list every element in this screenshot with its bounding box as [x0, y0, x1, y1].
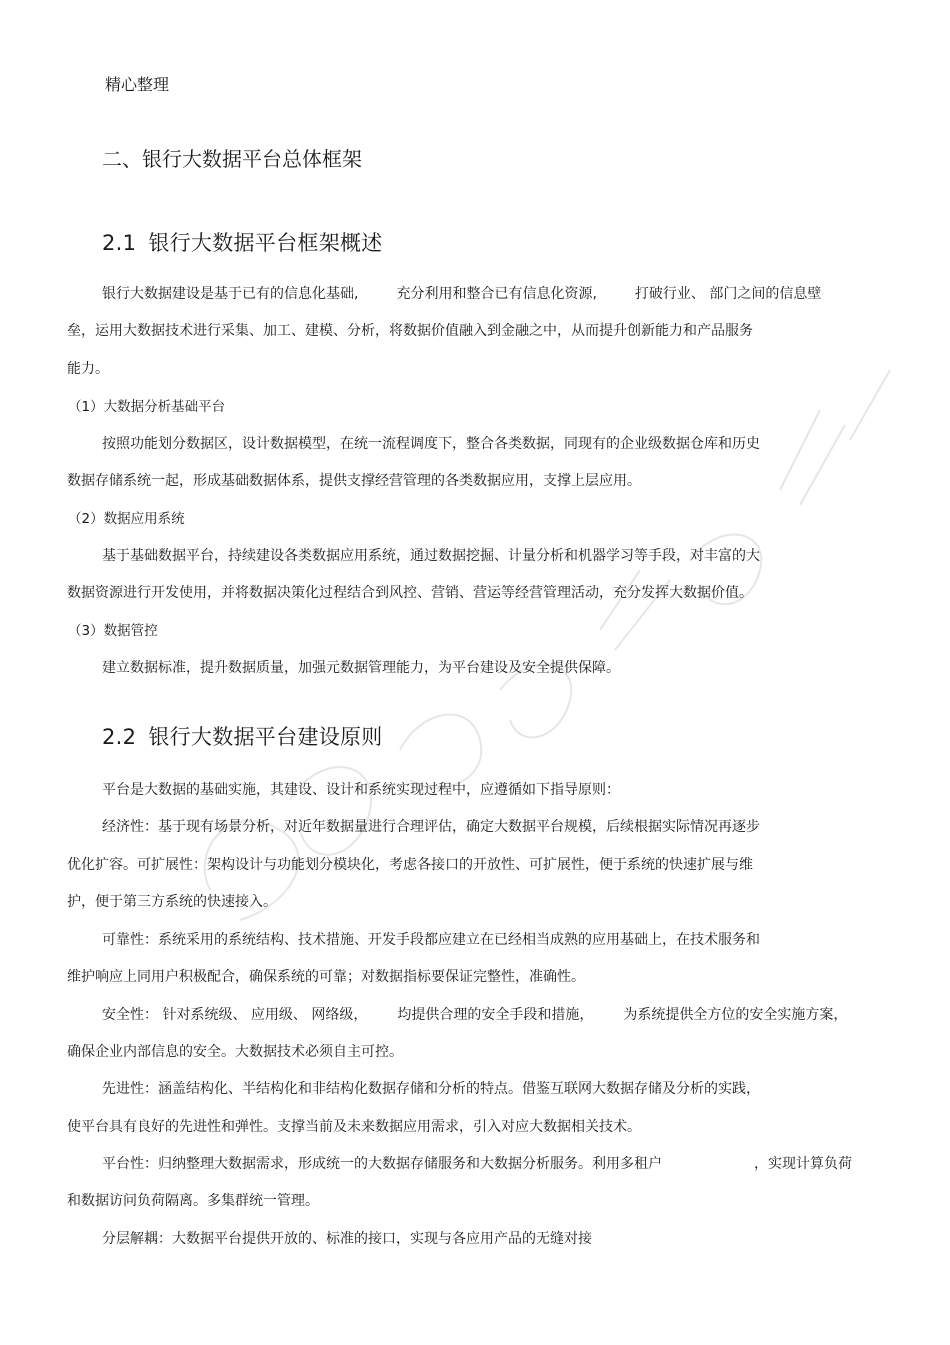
paragraph-line — [102, 285, 821, 303]
section-number: 2.1 — [102, 231, 137, 255]
item-label: （3）数据管控 — [68, 623, 158, 639]
section-title: 银行大数据平台框架概述 — [148, 231, 383, 255]
section-2-1-heading — [102, 227, 383, 257]
paragraph-line: 基于基础数据平台，持续建设各类数据应用系统，通过数据挖掘、计量分析和机器学习等手段，对丰富的大 — [102, 548, 760, 564]
text-segment: 充分利用和整合已有信息化资源, — [396, 286, 597, 302]
paragraph-line — [102, 1006, 847, 1024]
paragraph-line: 经济性：基于现有场景分析，对近年数据量进行合理评估，确定大数据平台规模，后续根据实际情况再逐步 — [102, 819, 760, 835]
text-segment: 均提供合理的安全手段和措施， — [397, 1007, 594, 1023]
paragraph-line: 护，便于第三方系统的快速接入。 — [67, 894, 277, 910]
item-label: （2）数据应用系统 — [68, 511, 185, 527]
paragraph-line: 按照功能划分数据区，设计数据模型，在统一流程调度下，整合各类数据，同现有的企业级数据仓库和历史 — [102, 436, 760, 452]
text-segment: 平台性：归纳整理大数据需求，形成统一的大数据存储服务和大数据分析服务。利用多租户 — [102, 1156, 662, 1172]
paragraph-line: 分层解耦：大数据平台提供开放的、标准的接口，实现与各应用产品的无缝对接 — [102, 1231, 592, 1247]
section-title: 银行大数据平台建设原则 — [148, 725, 383, 749]
paragraph-line: 维护响应上同用户积极配合，确保系统的可靠；对数据指标要保证完整性，准确性。 — [67, 969, 585, 985]
paragraph-line: 可靠性：系统采用的系统结构、技术措施、开发手段都应建立在已经相当成熟的应用基础上，在技术服务和 — [102, 932, 760, 948]
item-label: （1）大数据分析基础平台 — [68, 399, 226, 415]
paragraph-line: 建立数据标准，提升数据质量，加强元数据管理能力，为平台建设及安全提供保障。 — [102, 660, 620, 676]
paragraph-line: 使平台具有良好的先进性和弹性。支撑当前及未来数据应用需求，引入对应大数据相关技术。 — [67, 1119, 641, 1135]
paragraph-line: 数据资源进行开发使用，并将数据决策化过程结合到风控、营销、营运等经营管理活动，充分发挥大数据价值。 — [67, 585, 753, 601]
text-segment: 银行大数据建设是基于已有的信息化基础, — [102, 286, 359, 302]
section-number: 2.2 — [102, 725, 137, 749]
paragraph-line — [102, 1155, 852, 1173]
text-segment: 为系统提供全方位的安全实施方案， — [623, 1007, 848, 1023]
paragraph-line: 和数据访问负荷隔离。多集群统一管理。 — [67, 1193, 319, 1209]
header-note: 精心整理 — [105, 75, 170, 94]
text-segment: 安全性： 针对系统级、 应用级、 网络级， — [102, 1007, 368, 1023]
paragraph-line: 数据存储系统一起，形成基础数据体系，提供支撑经营管理的各类数据应用，支撑上层应用。 — [67, 473, 641, 489]
paragraph-line: 确保企业内部信息的安全。大数据技术必须自主可控。 — [67, 1044, 403, 1060]
paragraph-line: 优化扩容。可扩展性：架构设计与功能划分模块化，考虑各接口的开放性、可扩展性，便于系统的快速扩展与维 — [67, 857, 753, 873]
paragraph-line: 能力。 — [67, 361, 109, 377]
paragraph-line: 垒，运用大数据技术进行采集、加工、建模、分析，将数据价值融入到金融之中，从而提升创新能力和产品服务 — [67, 323, 753, 339]
paragraph-line: 先进性：涵盖结构化、半结构化和非结构化数据存储和分析的特点。借鉴互联网大数据存储及分析的实践， — [102, 1081, 760, 1097]
section-2-2-heading — [102, 721, 383, 751]
paragraph-line: 平台是大数据的基础实施，其建设、设计和系统实现过程中，应遵循如下指导原则： — [102, 782, 620, 798]
text-segment: 打破行业、 部门之间的信息壁 — [634, 286, 822, 302]
chapter-title: 二、银行大数据平台总体框架 — [102, 147, 362, 171]
text-segment: ，实现计算负荷 — [754, 1156, 852, 1172]
